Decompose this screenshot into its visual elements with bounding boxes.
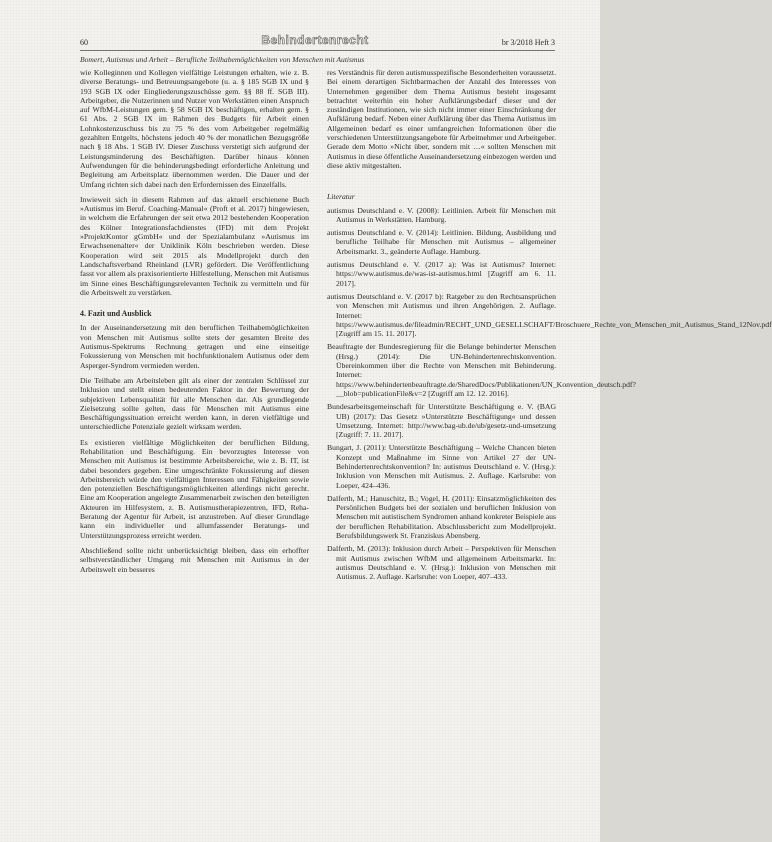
reference-item: Bungart, J. (2011): Unterstützte Beschäftigung – Welche Chancen bieten Konzept und Maßnahme im Sinne von Artikel 27 der UN-Behindertenrechtskonvention? In: autismus Deutschland e. V. (Hrsg.): Inklusion von Menschen mit Autismus. 2. Auflage. Karlsruhe: von Loeper, 424–436.: [327, 443, 556, 490]
reference-item: autismus Deutschland e. V. (2017 a): Was ist Autismus? Internet: https://www.autismus.de/was-ist-autismus.html [Zugriff am 6. 11. 2017].: [327, 260, 556, 288]
journal-logo: Behindertenrecht: [261, 33, 369, 47]
paragraph: Abschließend sollte nicht unberücksichtigt bleiben, dass ein erhoffter selbstverständlicher Umgang mit Menschen mit Autismus in der Arbeitswelt ein besseres: [80, 545, 309, 574]
issue-label: br 3/2018 Heft 3: [501, 38, 555, 47]
paragraph: Die Teilhabe am Arbeitsleben gilt als einer der zentralen Schlüssel zur Inklusion und stellt einen bedeutenden Faktor in der Bewertung der subjektiven Lebensqualität für alle Menschen dar. Als grundlegende Zielsetzung sollte gelten, dass für Menschen mit Autismus eine Beschäftigungssituation erreicht werden kann, in deren vielfältige und unterschiedliche Potenziale gezielt wirksam werden.: [80, 375, 309, 432]
page-header: [80, 33, 555, 51]
running-title: Bomert, Autismus und Arbeit – Berufliche Teilhabemöglichkeiten von Menschen mit Autismus: [80, 55, 365, 64]
reference-item: autismus Deutschland e. V. (2014): Leitlinien. Bildung, Ausbildung und berufliche Teilhabe für Menschen mit Autismus – allgemeiner Arbeitsmarkt. 3., geänderte Auflage. Hamburg.: [327, 228, 556, 256]
paragraph: Inwieweit sich in diesem Rahmen auf das aktuell erschienene Buch »Autismus im Beruf. Coaching-Manual« (Proft et al. 2017) hingewiesen, in welchem die Erfahrungen der seit etwa 2012 bestehenden Kooperation des Kölner Integrationsfachdienstes (IFD) mit dem Projekt »ProjektKontor gGmbH« und der Spezialambulanz »Autismus im Erwachsenenalter« der Uniklinik Köln beschrieben werden. Diese Kooperation wird seit 2015 als Modellprojekt durch den Landschaftsverband Rheinland (LVR) gefördert. Die Veröffentlichung fasst vor allem als praxisorientierte Hilfestellung, Menschen mit Autismus im Sinne eines Beschäftigungsrelevanten Technik zu vermitteln und für die Arbeitswelt zu verstärken.: [80, 194, 309, 297]
left-column: [80, 68, 309, 580]
paragraph: res Verständnis für deren autismusspezifische Besonderheiten voraussetzt. Bei einem derartigen Sichtbarmachen der Anzahl des Interesses von Unternehmen gegenüber dem Thema Autismus besteht insgesamt betrachtet weiterhin ein hoher Aufklärungsbedarf dieser und der zuständigen Institutionen, wie sich nicht immer einer Einschränkung der Aufklärung bedarf. Neben einer Aufklärung über das Thema Autismus im Allgemeinen bedarf es einer umfangreichen Informationen über die verschiedenen Unterstützungsangebote für Arbeitnehmer und Arbeitgeber. Gerade dem Motto »Nicht über, sondern mit …« sollten Menschen mit Autismus in diese öffentliche Auseinandersetzung einbezogen werden und diese aktiv mitgestalten.: [327, 68, 556, 170]
literature-heading: Literatur: [327, 192, 355, 202]
paragraph: Es existieren vielfältige Möglichkeiten der beruflichen Bildung, Rehabilitation und Beschäftigung. Ein bevorzugtes Interesse von Menschen mit Autismus ist bestimmte Arbeitsbereiche, wie z. B. IT, ist dabei besonders gegeben. Eine umgeschränkte Fokussierung auf diesen Arbeitsbereich würde den vielfältigen Interessen und Fähigkeiten sowie den potenziellen Beschäftigungsmöglichkeiten allerdings nicht gerecht. Eine am Kooperation angelegte Zusammenarbeit zwischen den beteiligten Akteuren im Hilfesystem, z. B. Autismustherapiezentren, IFD, Reha-Beratung der Agentur für Arbeit, ist anzustreben. Auf dieser Grundlage kann ein individueller und allumfassender Beratungs- und Unterstützungsprozess erreicht werden.: [80, 437, 309, 540]
reference-item: Dalferth, M.; Hanuschitz, B.; Vogel, H. (2011): Einsatzmöglichkeiten des Persönlichen Budgets bei der sozialen und beruflichen Inklusion von Menschen mit autistischem Syndromen anhand konkreter Beispiele aus der beruflichen Rehabilitation. Abschlussbericht zum Modellprojekt. Berufsbildungswerk St. Franziskus Abensberg.: [327, 493, 556, 541]
section-heading: 4. Fazit und Ausblick: [80, 309, 152, 319]
reference-item: Beauftragte der Bundesregierung für die Belange behinderter Menschen (Hrsg.) (2014): Die UN-Behindertenrechtskonvention. Übereinkommen über die Rechte von Menschen mit Behinderung. Internet: https://www.behindertenbeauftragte.de/SharedDocs/Publikationen/UN_Konvention_deutsch.pdf?__blob=publicationFile&v=2 [Zugriff am 12. 12. 2016].: [327, 342, 636, 398]
reference-item: Dalferth, M. (2013): Inklusion durch Arbeit – Perspektiven für Menschen mit Autismus zwischen WfbM und allgemeinem Arbeitsmarkt. In: autismus Deutschland e. V. (Hrsg.): Inklusion von Menschen mit Autismus. 2. Auflage. Karlsruhe: von Loeper, 407–433.: [327, 544, 556, 582]
paragraph: wie Kolleginnen und Kollegen vielfältige Leistungen erhalten, wie z. B. diverse Beratungs- und Betreuungsangebote (u. a. § 185 SGB IX und § 193 SGB IX oder Eingliederungszuschüsse gem. §§ 88 ff. SGB III). Arbeitgeber, die Nutzerinnen und Nutzer von Werkstätten einen Anspruch auf WfbM-Leistungen gem. § 58 SGB IX beschäftigen, erhalten gem. § 61 Abs. 2 SGB IX im Rahmen des Budgets für Arbeit einen Lohnkostenzuschuss bis zu 75 % des vom Arbeitgeber regelmäßig gezahlten Entgelts, höchstens jedoch 40 % der monatlichen Bezugsgröße nach § 18 Abs. 1 SGB IV. Dieser Zuschuss verstetigt sich aufgrund der Leistungsminderung des Beschäftigten. Darüber hinaus können Aufwendungen für die behinderungsbedingt erforderliche Anleitung und Begleitung am Arbeitsplatz übernommen werden. Die Dauer und der Umfang richten sich dabei nach den Erfordernissen des Einzelfalls.: [80, 68, 309, 189]
right-column: [327, 68, 772, 586]
reference-item: autismus Deutschland e. V. (2017 b): Ratgeber zu den Rechtsansprüchen von Menschen mit Autismus und ihren Angehörigen. 2. Auflage. Internet: https://www.autismus.de/fileadmin/RECHT_UND_GESELLSCHAFT/Broschuere_Rechte_von_Menschen_mit_Autismus_Stand_12Nov.pdf [Zugriff am 15. 11. 2017].: [327, 291, 772, 339]
page-number: 60: [80, 38, 88, 47]
reference-item: autismus Deutschland e. V. (2008): Leitlinien. Arbeit für Menschen mit Autismus in Werkstätten. Hamburg.: [327, 205, 556, 224]
reference-item: Bundesarbeitsgemeinschaft für Unterstützte Beschäftigung e. V. (BAG UB) (2017): Das Gesetz »Unterstützte Beschäftigung« und dessen Umsetzung. Internet: http://www.bag-ub.de/ub/gesetz-und-umsetzung [Zugriff: 7. 11. 2017].: [327, 402, 556, 440]
paragraph: In der Auseinandersetzung mit den beruflichen Teilhabemöglichkeiten von Menschen mit Autismus sollte stets der gesamten Breite des Autismus-Spektrums Rechnung getragen und eine einseitige Fokussierung von Menschen mit hochfunktionalem Autismus oder dem Asperger-Syndrom vermieden werden.: [80, 323, 309, 370]
